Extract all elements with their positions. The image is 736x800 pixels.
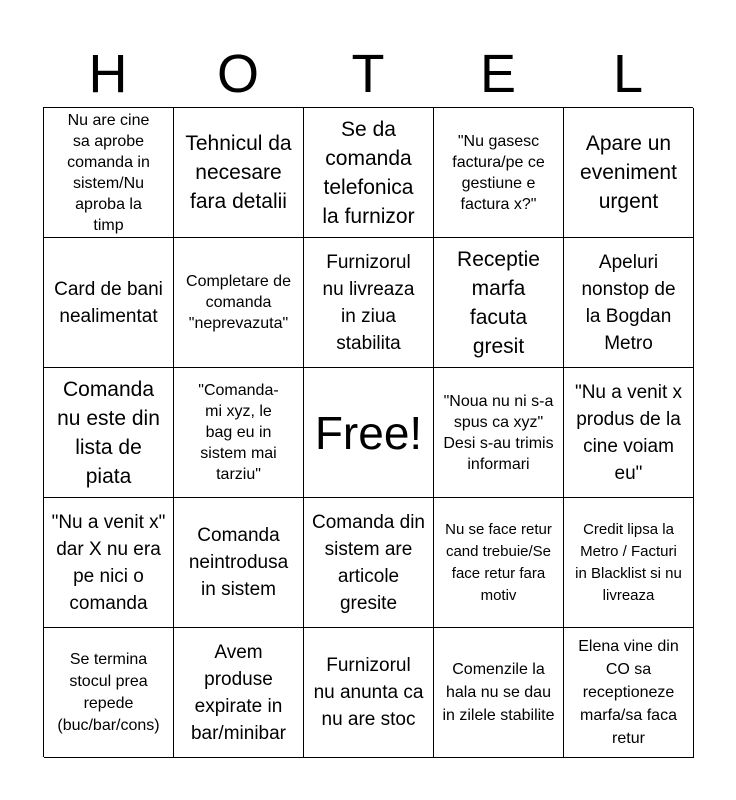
cell-text: Credit lipsa la Metro / Facturi in Blacklist si nu livreaza bbox=[575, 520, 682, 604]
cell-text: Apare un eveniment urgent bbox=[580, 132, 677, 213]
free-space-label: Free! bbox=[314, 406, 423, 459]
title-letter-t: T bbox=[351, 44, 385, 104]
cell-text: Nu se face retur cand trebuie/Se face retur fara motiv bbox=[445, 520, 552, 604]
cell-text: Comanda din sistem are articole gresite bbox=[311, 511, 426, 614]
bingo-cell[interactable] bbox=[174, 368, 304, 498]
bingo-cell[interactable] bbox=[44, 108, 174, 238]
title-letter-h: H bbox=[88, 44, 128, 104]
bingo-cell[interactable] bbox=[174, 238, 304, 368]
bingo-cell[interactable] bbox=[434, 108, 564, 238]
cell-text: Card de bani nealimentat bbox=[54, 278, 163, 327]
bingo-board bbox=[43, 107, 693, 757]
bingo-cell[interactable] bbox=[44, 238, 174, 368]
title-letter-l: L bbox=[612, 44, 644, 104]
bingo-cell[interactable] bbox=[434, 628, 564, 758]
bingo-cell[interactable] bbox=[304, 498, 434, 628]
bingo-cell[interactable] bbox=[564, 498, 694, 628]
bingo-cell[interactable] bbox=[564, 108, 694, 238]
bingo-cell[interactable] bbox=[174, 628, 304, 758]
cell-text: Se termina stocul prea repede (buc/bar/cons) bbox=[57, 650, 160, 734]
bingo-cell[interactable] bbox=[44, 628, 174, 758]
bingo-cell[interactable] bbox=[564, 238, 694, 368]
bingo-cell[interactable] bbox=[44, 498, 174, 628]
cell-text: Elena vine din CO sa receptioneze marfa/sa faca retur bbox=[578, 638, 679, 747]
cell-text: Tehnicul da necesare fara detalii bbox=[185, 132, 292, 213]
bingo-cell[interactable] bbox=[304, 108, 434, 238]
cell-text: "Nu gasesc factura/pe ce gestiune e factura x?" bbox=[452, 132, 545, 213]
bingo-cell[interactable] bbox=[434, 498, 564, 628]
cell-text: Nu are cine sa aprobe comanda in sistem/Nu aproba la timp bbox=[67, 111, 150, 234]
cell-text: Comanda nu este din lista de piata bbox=[57, 377, 160, 488]
cell-text: Comanda neintrodusa in sistem bbox=[188, 525, 289, 600]
free-space[interactable] bbox=[304, 368, 434, 498]
bingo-cell[interactable] bbox=[174, 108, 304, 238]
bingo-cell[interactable] bbox=[564, 368, 694, 498]
bingo-cell[interactable] bbox=[434, 368, 564, 498]
bingo-cell[interactable] bbox=[434, 238, 564, 368]
title-letter-o: O bbox=[216, 44, 259, 104]
cell-text: "Comanda-mi xyz, le bag eu in sistem mai tarziu" bbox=[198, 382, 279, 483]
cell-text: "Noua nu ni s-a spus ca xyz" Desi s-au trimis informari bbox=[443, 392, 554, 473]
bingo-cell[interactable] bbox=[44, 368, 174, 498]
cell-text: Receptie marfa facuta gresit bbox=[457, 247, 540, 358]
cell-text: "Nu a venit x" dar X nu era pe nici o comanda bbox=[51, 511, 166, 614]
title-letter-e: E bbox=[479, 44, 517, 104]
cell-text: "Nu a venit x produs de la cine voiam eu" bbox=[574, 381, 683, 484]
bingo-cell[interactable] bbox=[304, 238, 434, 368]
bingo-cell[interactable] bbox=[564, 628, 694, 758]
cell-text: Apeluri nonstop de la Bogdan Metro bbox=[581, 251, 676, 354]
cell-text: Furnizorul nu livreaza in ziua stabilita bbox=[322, 251, 415, 354]
cell-text: Furnizorul nu anunta ca nu are stoc bbox=[313, 655, 424, 730]
cell-text: Se da comanda telefonica la furnizor bbox=[322, 117, 415, 228]
bingo-cell[interactable] bbox=[174, 498, 304, 628]
bingo-cell[interactable] bbox=[304, 628, 434, 758]
cell-text: Completare de comanda "neprevazuta" bbox=[186, 273, 291, 332]
cell-text: Avem produse expirate in bar/minibar bbox=[190, 641, 287, 744]
cell-text: Comenzile la hala nu se dau in zilele stabilite bbox=[442, 661, 555, 724]
bingo-title bbox=[43, 40, 693, 108]
